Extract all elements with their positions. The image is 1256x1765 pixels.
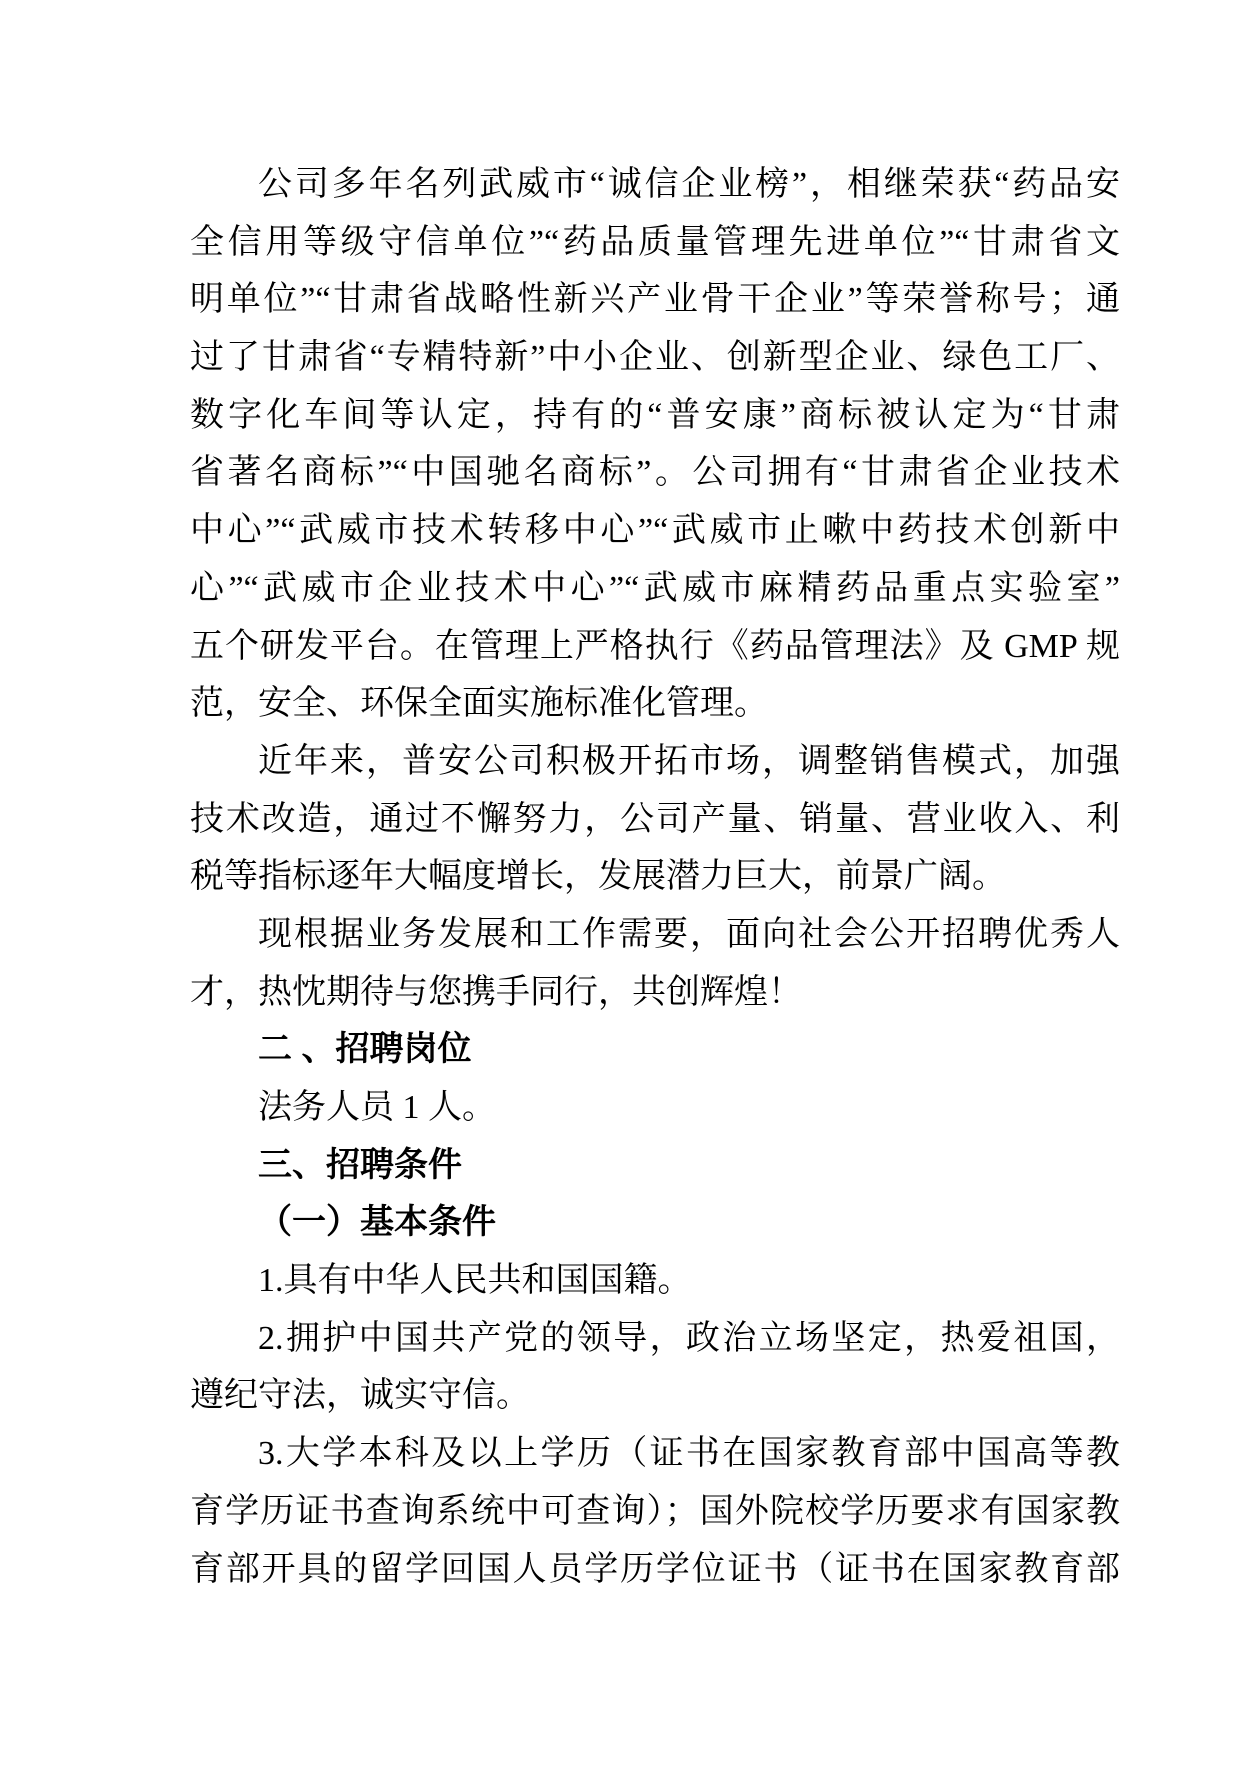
text-line: 育部开具的留学回国人员学历学位证书（证书在国家教育部: [190, 1550, 1120, 1588]
text-line: 现根据业务发展和工作需要，面向社会公开招聘优秀人: [258, 915, 1120, 953]
text-line: 公司多年名列武威市“诚信企业榜”，相继荣获“药品安: [258, 166, 1120, 203]
text-line: 技术改造，通过不懈努力，公司产量、销量、营业收入、利: [190, 800, 1120, 838]
text-line: 3.大学本科及以上学历（证书在国家教育部中国高等教: [258, 1435, 1120, 1473]
text-line: 范，安全、环保全面实施标准化管理。: [190, 685, 768, 723]
text-line: 数字化车间等认定，持有的“普安康”商标被认定为“甘肃: [190, 396, 1120, 434]
text-line: （一）基本条件: [258, 1204, 496, 1242]
document-body: [190, 156, 1120, 1598]
text-line: 2.拥护中国共产党的领导，政治立场坚定，热爱祖国，: [258, 1319, 1120, 1357]
text-line: 税等指标逐年大幅度增长，发展潜力巨大，前景广阔。: [190, 858, 1006, 896]
text-line: 省著名商标”“中国驰名商标”。公司拥有“甘肃省企业技术: [190, 454, 1120, 492]
text-line: 才，热忱期待与您携手同行，共创辉煌！: [190, 973, 802, 1011]
text-line: 三、招聘条件: [258, 1145, 462, 1184]
text-line: 中心”“武威市技术转移中心”“武威市止嗽中药技术创新中: [190, 512, 1120, 550]
text-line: 明单位”“甘肃省战略性新兴产业骨干企业”等荣誉称号；通: [190, 281, 1120, 319]
text-line: 育学历证书查询系统中可查询）；国外院校学历要求有国家教: [190, 1492, 1120, 1530]
text-line: 1.具有中华人民共和国国籍。: [258, 1262, 692, 1300]
text-line: 法务人员 1 人。: [258, 1089, 496, 1126]
text-line: 遵纪守法，诚实守信。: [190, 1377, 530, 1415]
text-line: 过了甘肃省“专精特新”中小企业、创新型企业、绿色工厂、: [190, 339, 1120, 377]
text-line: 心”“武威市企业技术中心”“武威市麻精药品重点实验室”: [190, 569, 1120, 607]
text-line: 全信用等级守信单位”“药品质量管理先进单位”“甘肃省文: [190, 223, 1120, 261]
text-line: 五个研发平台。在管理上严格执行《药品管理法》及 GMP 规: [190, 627, 1120, 665]
text-line: 近年来，普安公司积极开拓市场，调整销售模式，加强: [258, 742, 1120, 780]
text-line: 二 、招聘岗位: [258, 1030, 472, 1069]
